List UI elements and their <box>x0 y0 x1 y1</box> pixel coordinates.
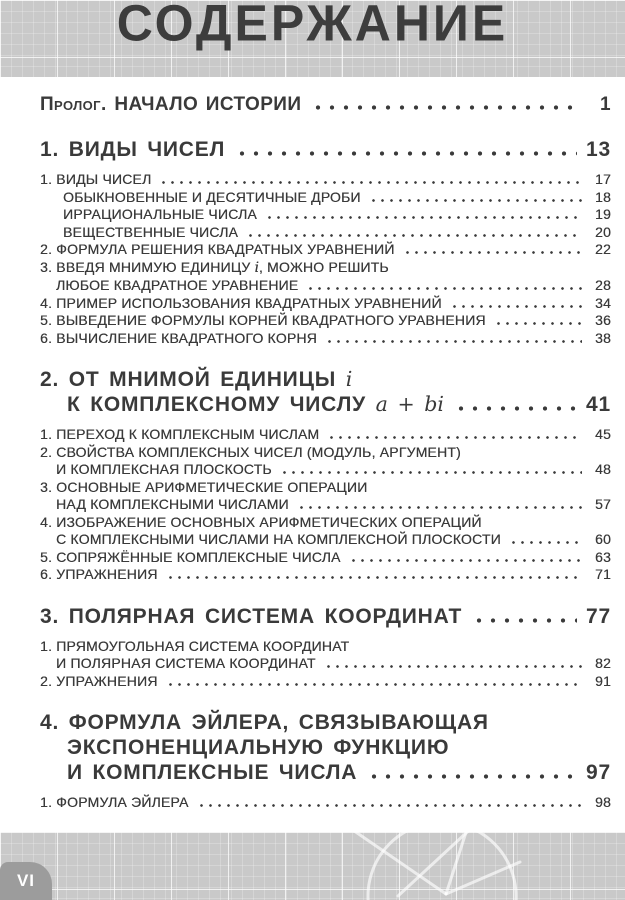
entry-text <box>63 224 238 242</box>
entry-text <box>40 367 352 392</box>
entry-text-segment: И КОМПЛЕКСНАЯ ПЛОСКОСТЬ <box>56 461 272 477</box>
footer-band <box>0 832 625 900</box>
toc-line <box>20 673 611 691</box>
toc-content <box>0 77 625 832</box>
toc-line <box>20 479 611 497</box>
entry-text-segment: И ПОЛЯРНАЯ СИСТЕМА КООРДИНАТ <box>56 655 316 671</box>
entry-text <box>40 514 482 532</box>
page-number: 41 <box>586 393 611 416</box>
entry-text-segment: 5. ВЫВЕДЕНИЕ ФОРМУЛЫ КОРНЕЙ КВАДРАТНОГО УРАВНЕНИЯ <box>40 312 486 328</box>
entry-text <box>40 93 301 117</box>
toc-entry-item <box>20 259 611 295</box>
entry-text <box>40 171 151 189</box>
page-number-label: VI <box>16 871 36 890</box>
entry-text-segment: ЭКСПОНЕНЦИАЛЬНУЮ ФУНКЦИЮ <box>67 736 450 759</box>
toc-line <box>20 93 611 117</box>
entry-text-segment: 3. ВВЕДЯ МНИМУЮ ЕДИНИЦУ <box>40 258 255 275</box>
page-number: 48 <box>595 461 611 477</box>
entry-text <box>56 655 316 673</box>
entry-text <box>40 241 395 259</box>
toc-line <box>20 330 611 348</box>
toc-line <box>20 461 611 479</box>
toc-entry-item <box>20 312 611 330</box>
entry-text <box>56 496 289 514</box>
dot-leader <box>450 305 582 308</box>
entry-text <box>40 566 158 584</box>
entry-text-segment: 6. УПРАЖНЕНИЯ <box>40 566 158 582</box>
toc-entry-chapter <box>20 604 611 629</box>
page-number: 13 <box>586 138 611 161</box>
page-number: 28 <box>595 277 611 293</box>
toc-line <box>20 514 611 532</box>
toc-line <box>20 367 611 392</box>
page-number: 82 <box>595 655 611 671</box>
dot-leader <box>159 181 582 184</box>
entry-text-segment: 2. ФОРМУЛА РЕШЕНИЯ КВАДРАТНЫХ УРАВНЕНИЙ <box>40 241 395 257</box>
entry-text <box>63 189 361 207</box>
dot-leader <box>280 471 582 474</box>
toc-line <box>20 566 611 584</box>
dot-leader <box>349 559 582 562</box>
page-number: 17 <box>595 171 611 187</box>
entry-text-segment: 1. ПРЯМОУГОЛЬНАЯ СИСТЕМА КООРДИНАТ <box>40 637 350 654</box>
entry-text <box>56 531 501 549</box>
entry-text-segment: 3. ПОЛЯРНАЯ СИСТЕМА КООРДИНАТ <box>40 604 463 628</box>
toc-entry-chapter <box>20 710 611 785</box>
toc-line <box>20 549 611 567</box>
page-number-tab <box>0 862 52 900</box>
page-number: 19 <box>595 206 611 222</box>
dot-leader <box>166 576 582 579</box>
page-number: 22 <box>595 241 611 257</box>
dot-leader <box>265 216 582 219</box>
entry-text-segment: НАЧАЛО ИСТОРИИ <box>106 94 302 115</box>
toc-line <box>20 794 611 812</box>
page-number: 1 <box>600 94 611 115</box>
page-number: 77 <box>586 604 611 628</box>
dot-leader <box>235 151 577 156</box>
dot-leader <box>325 340 582 343</box>
entry-text-segment: К КОМПЛЕКСНОМУ ЧИСЛУ <box>67 393 376 416</box>
page-number: 45 <box>595 426 611 442</box>
toc-entry-prologue <box>20 93 611 117</box>
entry-text-segment: 1. ФОРМУЛА ЭЙЛЕРА <box>40 794 189 810</box>
toc-entry-item <box>20 444 611 479</box>
toc-line <box>20 710 611 735</box>
dot-leader <box>166 683 582 686</box>
toc-line <box>20 312 611 330</box>
page-number: 38 <box>595 329 611 346</box>
entry-text <box>40 330 317 348</box>
entry-text-segment: ВЕЩЕСТВЕННЫЕ ЧИСЛА <box>63 223 239 240</box>
dot-leader <box>327 436 582 439</box>
toc-entry-item <box>20 330 611 348</box>
toc-entry-item <box>20 426 611 444</box>
entry-text-segment: 1. ПЕРЕХОД К КОМПЛЕКСНЫМ ЧИСЛАМ <box>40 426 320 442</box>
toc-line <box>20 277 611 295</box>
entry-text-segment: 5. СОПРЯЖЁННЫЕ КОМПЛЕКСНЫЕ ЧИСЛА <box>40 548 341 565</box>
entry-text-segment: 2. ОТ МНИМОЙ ЕДИНИЦЫ <box>40 368 346 391</box>
unit-circle-sketch-icon <box>0 832 625 900</box>
toc-line <box>20 531 611 549</box>
dot-leader <box>306 287 582 290</box>
entry-text-segment: 1. ВИДЫ ЧИСЕЛ <box>40 171 152 187</box>
entry-text <box>40 137 225 162</box>
page-number: 98 <box>595 794 611 810</box>
entry-text-segment: Пролог. <box>40 94 107 115</box>
entry-text-segment: НАД КОМПЛЕКСНЫМИ ЧИСЛАМИ <box>56 496 289 512</box>
toc-line <box>20 655 611 673</box>
toc-line <box>20 206 611 224</box>
entry-text-segment: 4. ПРИМЕР ИСПОЛЬЗОВАНИЯ КВАДРАТНЫХ УРАВНЕНИЙ <box>40 294 442 311</box>
toc-entry-subitem <box>20 189 611 207</box>
dot-leader <box>324 665 582 668</box>
toc-line <box>20 444 611 462</box>
entry-text <box>40 444 461 462</box>
entry-text <box>67 760 357 785</box>
math-text: a + bi <box>375 392 445 416</box>
entry-text <box>56 277 298 295</box>
toc-entry-chapter <box>20 367 611 417</box>
entry-text-segment: 1. ВИДЫ ЧИСЕЛ <box>40 138 226 161</box>
toc-entry-item <box>20 479 611 514</box>
dot-leader <box>472 618 577 623</box>
toc-entry-item <box>20 171 611 189</box>
entry-text <box>40 549 341 567</box>
toc-line <box>20 760 611 785</box>
page-number: 60 <box>595 531 611 547</box>
page-number: 36 <box>595 312 611 328</box>
dot-leader <box>403 251 583 254</box>
entry-text <box>40 794 189 812</box>
toc-entry-item <box>20 549 611 567</box>
dot-leader <box>367 774 577 779</box>
entry-text <box>40 673 158 691</box>
dot-leader <box>297 506 582 509</box>
page-title: СОДЕРЖАНИЕ <box>116 0 509 52</box>
page-number: 71 <box>595 566 611 582</box>
entry-text <box>40 295 442 313</box>
page-number: 97 <box>586 761 611 784</box>
toc-list <box>20 93 611 812</box>
toc-line <box>20 604 611 629</box>
toc-entry-subitem <box>20 206 611 224</box>
toc-entry-item <box>20 514 611 549</box>
page-number: 63 <box>595 548 611 565</box>
entry-text-segment: С КОМПЛЕКСНЫМИ ЧИСЛАМИ НА КОМПЛЕКСНОЙ ПЛОСКОСТИ <box>56 531 501 547</box>
dot-leader <box>369 199 582 202</box>
toc-line <box>20 241 611 259</box>
dot-leader <box>246 234 582 237</box>
toc-entry-item <box>20 673 611 691</box>
toc-entry-item <box>20 566 611 584</box>
toc-line <box>20 259 611 278</box>
entry-text <box>40 638 349 656</box>
entry-text-segment: 3. ОСНОВНЫЕ АРИФМЕТИЧЕСКИЕ ОПЕРАЦИИ <box>40 478 368 495</box>
toc-entry-subitem <box>20 224 611 242</box>
toc-line <box>20 137 611 162</box>
toc-line <box>20 426 611 444</box>
entry-text <box>63 206 257 224</box>
entry-text <box>40 259 389 278</box>
toc-line <box>20 224 611 242</box>
toc-entry-item <box>20 794 611 812</box>
toc-entry-item <box>20 295 611 313</box>
toc-line <box>20 735 611 760</box>
dot-leader <box>311 105 577 110</box>
entry-text <box>67 392 444 417</box>
dot-leader <box>509 541 582 544</box>
entry-text-segment: И КОМПЛЕКСНЫЕ ЧИСЛА <box>67 761 358 784</box>
toc-line <box>20 189 611 207</box>
dot-leader <box>197 804 582 807</box>
toc-line <box>20 496 611 514</box>
entry-text-segment: 6. ВЫЧИСЛЕНИЕ КВАДРАТНОГО КОРНЯ <box>40 329 317 346</box>
entry-text <box>67 735 449 760</box>
toc-entry-item <box>20 638 611 673</box>
toc-line <box>20 171 611 189</box>
toc-line <box>20 295 611 313</box>
page-number: 20 <box>595 223 611 240</box>
dot-leader <box>454 406 577 411</box>
page-number: 18 <box>595 188 611 205</box>
entry-text <box>40 426 319 444</box>
math-text: i <box>345 367 353 391</box>
entry-text-segment: 4. ФОРМУЛА ЭЙЛЕРА, СВЯЗЫВАЮЩАЯ <box>40 711 489 734</box>
entry-text-segment: ОБЫКНОВЕННЫЕ И ДЕСЯТИЧНЫЕ ДРОБИ <box>63 188 361 205</box>
entry-text <box>56 461 272 479</box>
entry-text-segment: ИРРАЦИОНАЛЬНЫЕ ЧИСЛА <box>63 206 257 222</box>
entry-text-segment: 2. УПРАЖНЕНИЯ <box>40 672 158 689</box>
page-number: 57 <box>595 496 611 512</box>
entry-text-segment: 2. СВОЙСТВА КОМПЛЕКСНЫХ ЧИСЕЛ (МОДУЛЬ, АРГУМЕНТ) <box>40 443 461 460</box>
page-number: 34 <box>595 294 611 311</box>
page-number: 91 <box>595 672 611 689</box>
entry-text <box>40 312 486 330</box>
entry-text <box>40 604 462 629</box>
entry-text <box>40 479 367 497</box>
toc-entry-item <box>20 241 611 259</box>
toc-line <box>20 638 611 656</box>
toc-line <box>20 392 611 417</box>
entry-text-segment: ЛЮБОЕ КВАДРАТНОЕ УРАВНЕНИЕ <box>56 277 299 293</box>
dot-leader <box>494 322 582 325</box>
header-band <box>0 0 625 77</box>
entry-text <box>40 710 489 735</box>
entry-text-segment: 4. ИЗОБРАЖЕНИЕ ОСНОВНЫХ АРИФМЕТИЧЕСКИХ ОПЕРАЦИЙ <box>40 513 482 530</box>
toc-entry-chapter <box>20 137 611 162</box>
entry-text-segment: , МОЖНО РЕШИТЬ <box>258 258 389 275</box>
math-text: i <box>254 259 259 276</box>
